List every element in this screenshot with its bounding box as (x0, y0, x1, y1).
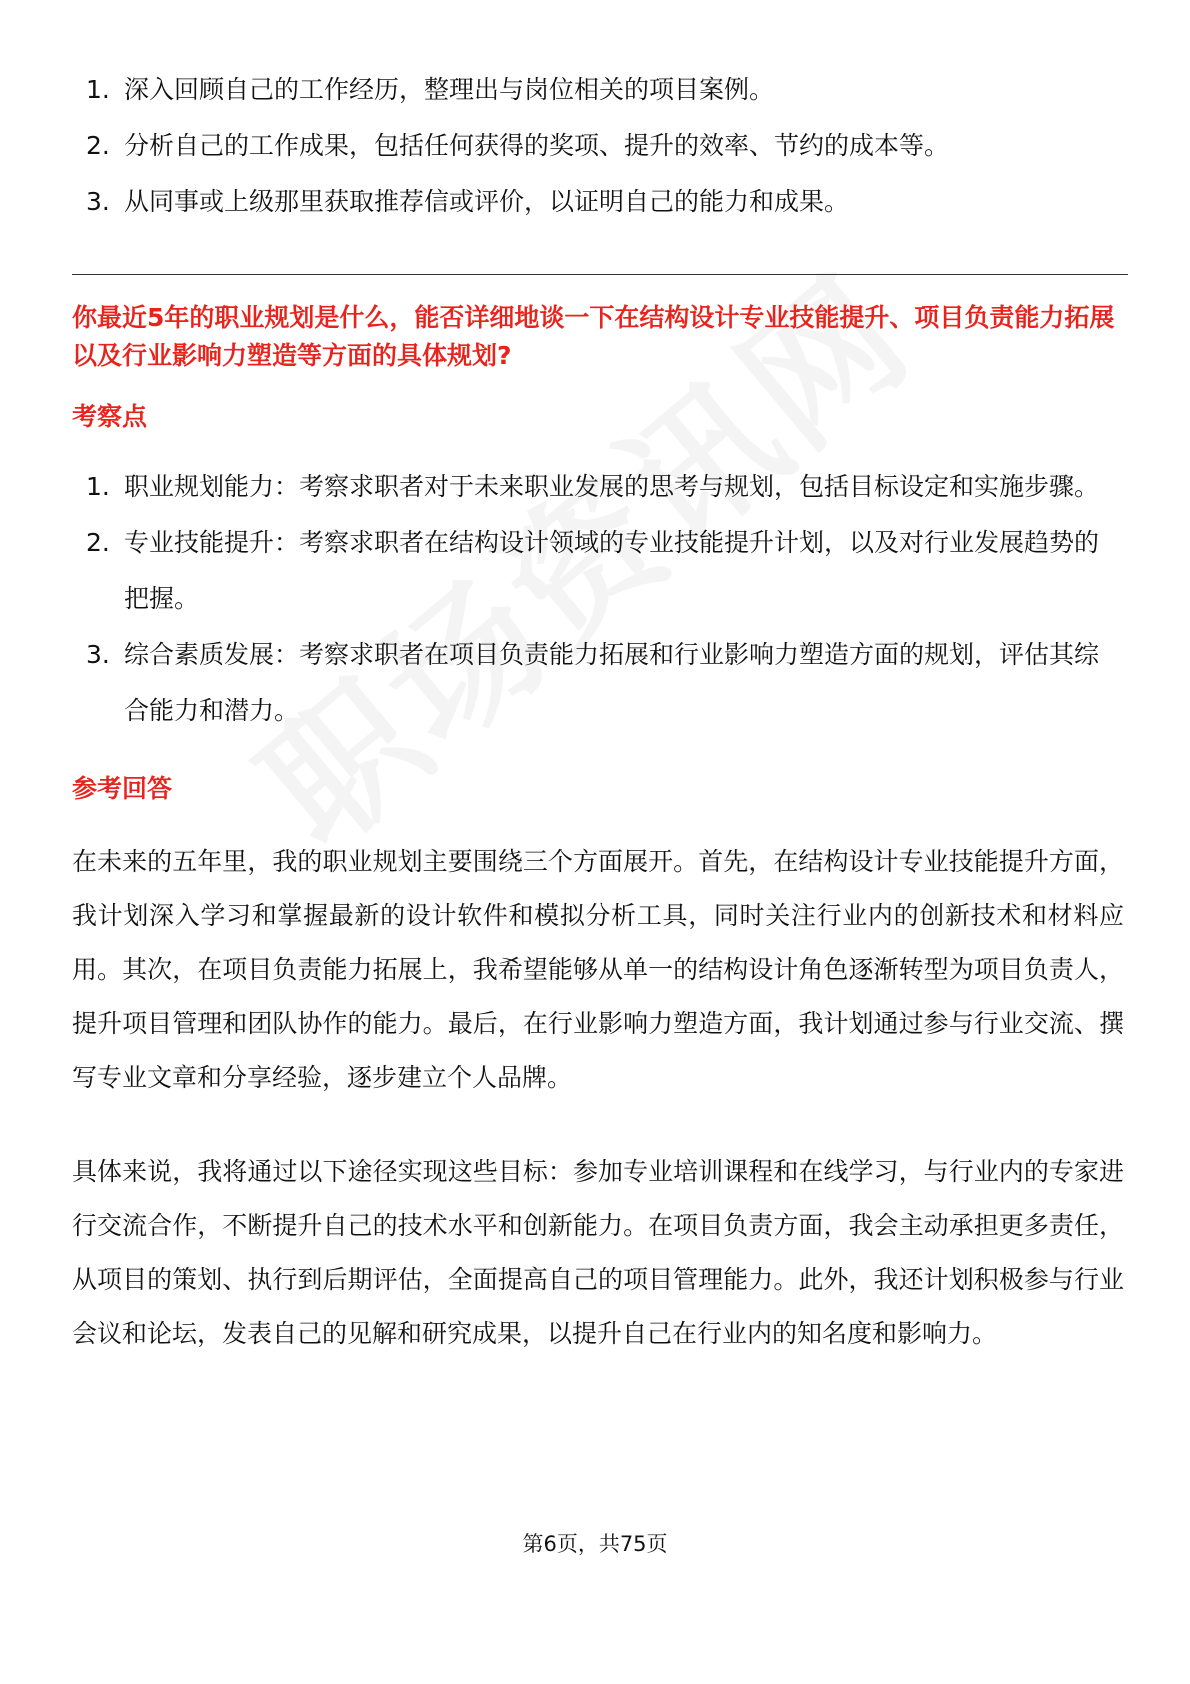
list-item-text: 从同事或上级那里获取推荐信或评价，以证明自己的能力和成果。 (124, 187, 850, 216)
answer-paragraph: 在未来的五年里，我的职业规划主要围绕三个方面展开。首先，在结构设计专业技能提升方面，我计划深入学习和掌握最新的设计软件和模拟分析工具，同时关注行业内的创新技术和材料应用。其次，在项目负责能力拓展上，我希望能够从单一的结构设计角色逐渐转型为项目负责人，提升项目管理和团队协作的能力。最后，在行业影响力塑造方面，我计划通过参与行业交流、撰写专业文章和分享经验，逐步建立个人品牌。 (72, 847, 1124, 1092)
list-item (72, 459, 1122, 515)
list-number: 3. (86, 187, 110, 216)
list-item (72, 174, 1122, 230)
list-number: 3. (86, 640, 110, 669)
answer-paragraph: 具体来说，我将通过以下途径实现这些目标：参加专业培训课程和在线学习，与行业内的专家进行交流合作，不断提升自己的技术水平和创新能力。在项目负责方面，我会主动承担更多责任，从项目的策划、执行到后期评估，全面提高自己的项目管理能力。此外，我还计划积极参与行业会议和论坛，发表自己的见解和研究成果，以提升自己在行业内的知名度和影响力。 (72, 1157, 1124, 1348)
assessment-points-list (72, 459, 1122, 739)
interview-question: 你最近5年的职业规划是什么，能否详细地谈一下在结构设计专业技能提升、项目负责能力拓展以及行业影响力塑造等方面的具体规划? (72, 303, 1115, 370)
list-item (72, 627, 1122, 739)
list-item (72, 118, 1122, 174)
section-divider (72, 274, 1128, 275)
answer-heading: 参考回答 (72, 774, 173, 803)
list-item-text: 专业技能提升：考察求职者在结构设计领域的专业技能提升计划，以及对行业发展趋势的把握。 (124, 528, 1100, 613)
list-number: 1. (86, 472, 110, 501)
previous-answer-list (72, 62, 1122, 230)
list-item (72, 62, 1122, 118)
list-item-text: 综合素质发展：考察求职者在项目负责能力拓展和行业影响力塑造方面的规划，评估其综合能力和潜力。 (124, 640, 1100, 725)
list-item (72, 515, 1122, 627)
page-content (72, 62, 1122, 1361)
list-item-text: 深入回顾自己的工作经历，整理出与岗位相关的项目案例。 (124, 75, 775, 104)
page-number: 第6页，共75页 (522, 1532, 668, 1556)
list-item-text: 职业规划能力：考察求职者对于未来职业发展的思考与规划，包括目标设定和实施步骤。 (124, 472, 1100, 501)
list-item-text: 分析自己的工作成果，包括任何获得的奖项、提升的效率、节约的成本等。 (124, 131, 950, 160)
list-number: 1. (86, 75, 110, 104)
points-heading: 考察点 (72, 402, 148, 431)
list-number: 2. (86, 528, 110, 557)
list-number: 2. (86, 131, 110, 160)
